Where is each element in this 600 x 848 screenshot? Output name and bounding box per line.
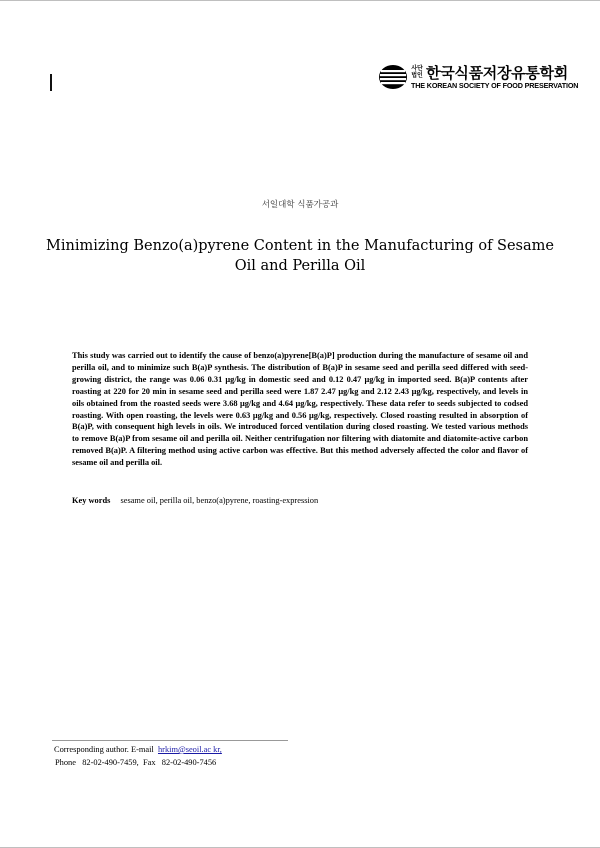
paper-title [40,236,560,276]
corresponding-author-footnote [54,743,222,769]
footnote-line-2 [54,756,222,769]
keywords-text: sesame oil, perilla oil, benzo(a)pyrene, roasting-expression [120,496,319,505]
footnote-line-1 [54,743,222,756]
footnote-divider [52,740,288,741]
title-line-1: Minimizing Benzo(a)pyrene Content in the Manufacturing of Sesame [46,238,554,254]
page-top-border [0,0,600,1]
page-margin-mark [50,74,52,91]
logo-english-name: THE KOREAN SOCIETY OF FOOD PRESERVATION [411,81,579,90]
title-line-2: Oil and Perilla Oil [234,258,366,274]
keywords [72,496,318,505]
phone-number: 82-02-490-7459, [82,758,139,767]
email-link[interactable]: hrkim@seoil.ac kr, [157,745,222,754]
logo-small-label: 사단법인 [411,65,423,79]
society-emblem-icon [378,64,408,90]
corresponding-label: Corresponding author. E-mail [54,745,154,754]
fax-number: 82-02-490-7456 [161,758,217,767]
keywords-label: Key words [72,496,111,505]
fax-label: Fax [142,758,156,767]
abstract-paragraph: This study was carried out to identify the cause of benzo(a)pyrene[B(a)P] production during the manufacture of sesame oil and perilla oil, and to minimize such B(a)P synthesis. The distribution of B(a)P in sesame seed and perilla seed differed with seed-growing district, the range was 0.06 0.31 μg/kg in domestic seed and 0.12 0.47 μg/kg in imported seed. B(a)P contents after roasting at 220 for 20 min in sesame seed and perilla seed were 1.87 2.47 μg/kg and 2.12 2.43 μg/kg, respectively, and levels in oils obtained from the roasted seeds were 3.68 μg/kg and 4.64 μg/kg, respectively. These data refer to seeds subjected to codsed roasting. With open roasting, the levels were 0.63 μg/kg and 0.56 μg/kg, respectively. Closed roasting resulted in absorption of B(a)P, with consequent high levels in oils. We introduced forced ventilation during closed roasting. We tested various methods to remove B(a)P from sesame oil and perilla oil. Neither centrifugation nor filtering with diatomite and diatomite-active carbon removed B(a)P. A filtering method using active carbon was effective. But this method adversely affected the color and flavor of sesame oil and perilla oil. [72,351,528,468]
society-logo [378,64,579,92]
author-affiliation: 서일대학 식품가공과 [261,200,339,210]
logo-korean-name: 한국식품저장유통학회 [426,64,568,82]
phone-label: Phone [55,758,76,767]
